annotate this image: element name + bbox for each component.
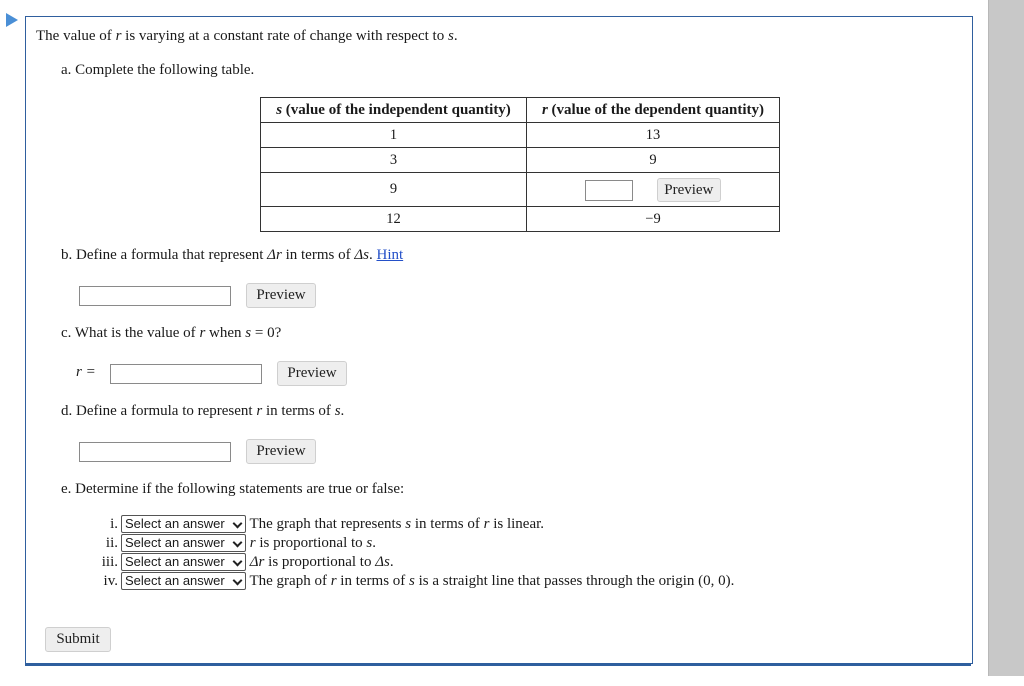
part-a-label: a. Complete the following table. xyxy=(61,62,255,78)
chevron-down-icon xyxy=(233,538,243,548)
list-item: ii. Select an answer r is proportional to s. xyxy=(105,535,377,551)
chevron-down-icon xyxy=(233,519,243,529)
table-answer-cell xyxy=(527,173,780,207)
next-question-frame xyxy=(25,664,971,686)
statement-i-select[interactable]: Select an answer xyxy=(121,515,246,533)
part-e-label: e. Determine if the following statements are true or false: xyxy=(61,481,405,497)
table-row xyxy=(261,173,780,207)
part-c-preview-button[interactable]: Preview xyxy=(277,361,347,386)
statement-iii-select[interactable]: Select an answer xyxy=(121,553,246,571)
hint-link[interactable]: Hint xyxy=(376,247,404,263)
chevron-down-icon xyxy=(233,557,243,567)
question-frame xyxy=(25,16,973,664)
part-d-preview-button[interactable]: Preview xyxy=(246,439,316,464)
statement-iv-select[interactable]: Select an answer xyxy=(121,572,246,590)
statements-list xyxy=(94,515,734,591)
table-cell: 3 xyxy=(261,148,527,173)
table-row xyxy=(261,123,780,148)
table-row xyxy=(261,207,780,232)
r-formula-input[interactable] xyxy=(79,442,231,462)
list-item: iv. Select an answer The graph of r in terms of s is a straight line that passes through the origin (0, 0). xyxy=(103,573,735,589)
question-collapse-arrow-icon[interactable] xyxy=(6,13,18,27)
part-b-label: b. Define a formula that represent Δr in terms of Δs. Hint xyxy=(61,247,404,263)
part-b-preview-button[interactable]: Preview xyxy=(246,283,316,308)
values-table xyxy=(260,97,780,232)
list-item: i. Select an answer The graph that represents s in terms of r is linear. xyxy=(110,516,545,532)
part-d-label: d. Define a formula to represent r in terms of s. xyxy=(61,403,345,419)
table-cell: 9 xyxy=(261,173,527,207)
table-preview-button[interactable]: Preview xyxy=(657,178,721,202)
delta-formula-input[interactable] xyxy=(79,286,231,306)
question-intro: The value of r is varying at a constant rate of change with respect to s. xyxy=(36,28,458,44)
table-header-s: s (value of the independent quantity) xyxy=(261,98,527,123)
r-equals-label: r = xyxy=(76,364,96,380)
part-c-label: c. What is the value of r when s = 0? xyxy=(61,325,282,341)
r-value-input[interactable] xyxy=(110,364,262,384)
table-r-input[interactable] xyxy=(585,180,633,201)
table-cell: 13 xyxy=(527,123,780,148)
table-cell: 12 xyxy=(261,207,527,232)
table-row xyxy=(261,148,780,173)
statement-ii-select[interactable]: Select an answer xyxy=(121,534,246,552)
chevron-down-icon xyxy=(233,576,243,586)
window-scrollbar[interactable] xyxy=(988,0,1024,676)
list-item: iii. Select an answer Δr is proportional to Δs. xyxy=(101,554,394,570)
table-cell: 1 xyxy=(261,123,527,148)
table-cell: −9 xyxy=(527,207,780,232)
submit-button[interactable]: Submit xyxy=(45,627,111,652)
table-header-r: r (value of the dependent quantity) xyxy=(527,98,780,123)
table-cell: 9 xyxy=(527,148,780,173)
